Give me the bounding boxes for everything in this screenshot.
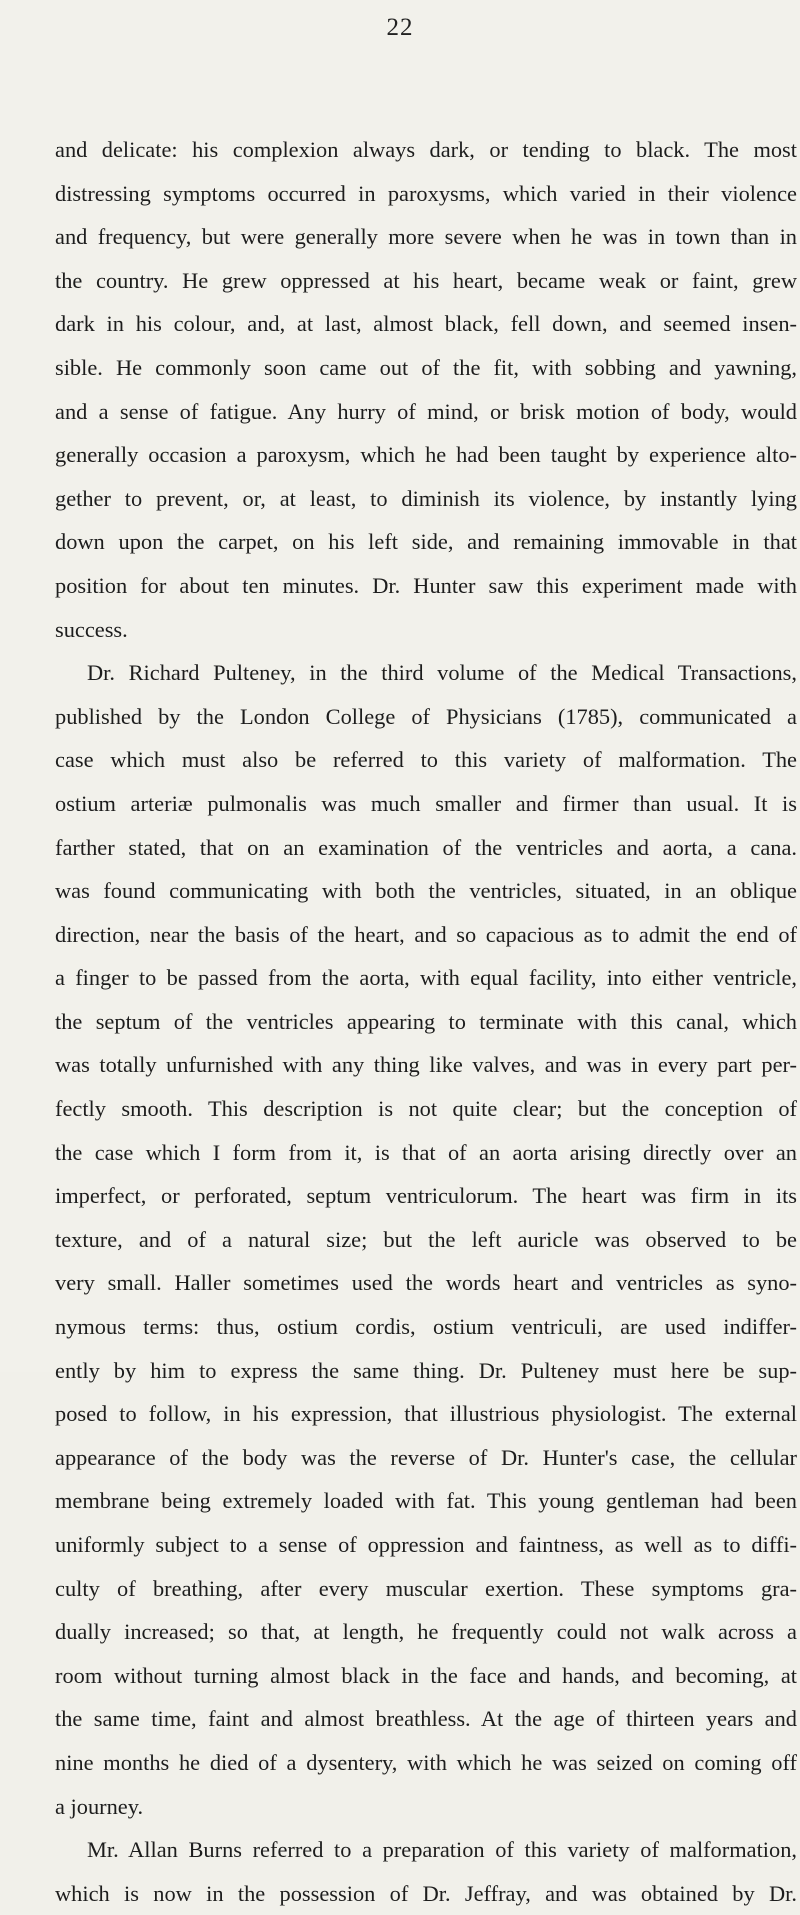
text-line: the septum of the ventricles appearing to terminate with this canal, which xyxy=(55,1008,797,1034)
text-line: membrane being extremely loaded with fat. This young gentleman had been xyxy=(55,1488,797,1514)
body-text xyxy=(55,128,797,1915)
text-line: the same time, faint and almost breathless. At the age of thirteen years and xyxy=(55,1706,797,1732)
text-line: the country. He grew oppressed at his heart, became weak or faint, grew xyxy=(55,267,797,293)
page-number: 22 xyxy=(386,14,414,41)
text-line: position for about ten minutes. Dr. Hunter saw this experiment made with xyxy=(55,572,797,598)
text-line: room without turning almost black in the face and hands, and becoming, at xyxy=(55,1662,797,1688)
text-line: a journey. xyxy=(55,1793,144,1819)
text-line: dark in his colour, and, at last, almost black, fell down, and seemed insen- xyxy=(55,311,797,337)
text-line: success. xyxy=(55,616,128,642)
text-line: down upon the carpet, on his left side, and remaining immovable in that xyxy=(55,529,797,555)
text-line: very small. Haller sometimes used the words heart and ventricles as syno- xyxy=(55,1270,797,1296)
text-line: and a sense of fatigue. Any hurry of mind, or brisk motion of body, would xyxy=(55,398,797,424)
text-line: appearance of the body was the reverse of Dr. Hunter's case, the cellular xyxy=(55,1444,797,1470)
text-line: published by the London College of Physicians (1785), communicated a xyxy=(55,703,797,729)
text-line: generally occasion a paroxysm, which he had been taught by experience alto- xyxy=(55,442,797,468)
text-line: and delicate: his complexion always dark, or tending to black. The most xyxy=(55,137,797,162)
text-line: case which must also be referred to this variety of malformation. The xyxy=(55,747,797,773)
text-line: a finger to be passed from the aorta, with equal facility, into either ventricle, xyxy=(55,965,797,991)
text-line: distressing symptoms occurred in paroxysms, which varied in their violence xyxy=(55,180,797,206)
text-line: nine months he died of a dysentery, with which he was seized on coming off xyxy=(55,1749,797,1775)
text-line: was found communicating with both the ventricles, situated, in an oblique xyxy=(55,878,797,904)
text-line: imperfect, or perforated, septum ventriculorum. The heart was firm in its xyxy=(55,1183,797,1209)
text-line: was totally unfurnished with any thing like valves, and was in every part per- xyxy=(55,1052,797,1078)
text-line: nymous terms: thus, ostium cordis, ostium ventriculi, are used indiffer- xyxy=(55,1314,797,1340)
text-line: uniformly subject to a sense of oppression and faintness, as well as to diffi- xyxy=(55,1532,797,1557)
text-line: Dr. Richard Pulteney, in the third volume of the Medical Transactions, xyxy=(87,660,797,686)
text-line: culty of breathing, after every muscular exertion. These symptoms gra- xyxy=(55,1575,797,1601)
text-line: ostium arteriæ pulmonalis was much smaller and firmer than usual. It is xyxy=(55,790,797,816)
text-line: Mr. Allan Burns referred to a preparation of this variety of malformation, xyxy=(87,1837,797,1863)
text-line: gether to prevent, or, at least, to diminish its violence, by instantly lying xyxy=(55,485,797,511)
text-line: which is now in the possession of Dr. Jeffray, and was obtained by Dr. xyxy=(55,1880,797,1906)
text-line: farther stated, that on an examination of the ventricles and aorta, a cana. xyxy=(55,834,797,860)
text-line: and frequency, but were generally more severe when he was in town than in xyxy=(55,224,797,250)
text-line: the case which I form from it, is that of an aorta arising directly over an xyxy=(55,1139,797,1165)
text-line: fectly smooth. This description is not quite clear; but the conception of xyxy=(55,1096,797,1122)
text-line: dually increased; so that, at length, he frequently could not walk across a xyxy=(55,1619,797,1645)
text-line: ently by him to express the same thing. Dr. Pulteney must here be sup- xyxy=(55,1357,797,1383)
text-line: sible. He commonly soon came out of the fit, with sobbing and yawning, xyxy=(55,354,797,380)
text-line: posed to follow, in his expression, that illustrious physiologist. The external xyxy=(55,1401,797,1427)
text-line: texture, and of a natural size; but the left auricle was observed to be xyxy=(55,1226,797,1252)
text-line: direction, near the basis of the heart, and so capacious as to admit the end of xyxy=(55,921,797,947)
